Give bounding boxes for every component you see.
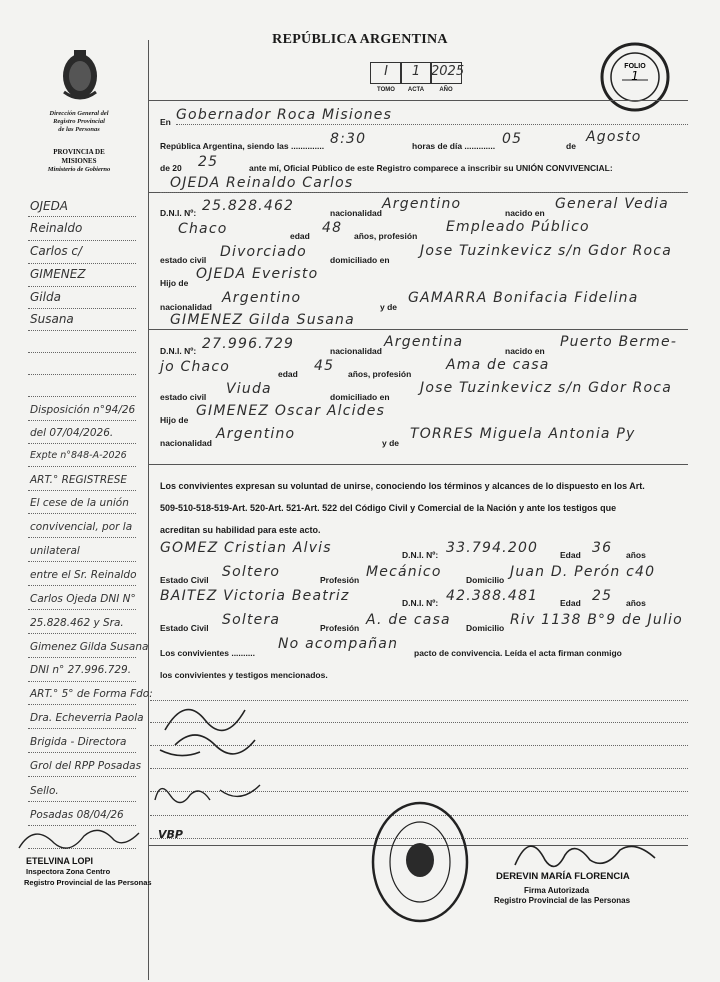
witness1-dni: 33.794.200 bbox=[446, 540, 539, 556]
person2-dni: 27.996.729 bbox=[202, 336, 295, 352]
witness2-marital-status: Soltera bbox=[222, 612, 281, 628]
witness1-marital-status: Soltero bbox=[222, 564, 281, 580]
label-anios-w1: años bbox=[626, 550, 646, 560]
person1-name-line bbox=[160, 192, 688, 193]
margin-line-9 bbox=[28, 420, 136, 421]
margin-line-4 bbox=[28, 308, 136, 309]
margin-note-14: Carlos Ojeda DNI N° bbox=[30, 593, 136, 605]
label-anios-w2: años bbox=[626, 598, 646, 608]
person1-address: Jose Tuzinkevicz s/n Gdor Roca bbox=[420, 243, 672, 259]
label-profesion-2: años, profesión bbox=[348, 369, 412, 379]
margin-stamp-initials: VBP bbox=[158, 828, 183, 841]
anio-box bbox=[430, 62, 465, 93]
person2-nationality: Argentina bbox=[384, 334, 464, 350]
margin-note-0: OJEDA bbox=[30, 199, 69, 213]
label-estado-civil-1: estado civil bbox=[160, 255, 207, 265]
label-domicilio-2: domiciliado en bbox=[330, 392, 390, 402]
label-domicilio-w1: Domicilio bbox=[466, 575, 505, 585]
signature-convivientes bbox=[155, 690, 265, 775]
officer-office: Registro Provincial de las Personas bbox=[494, 896, 631, 905]
folio-stamp bbox=[600, 42, 670, 112]
margin-note-8: Expte n°848-A-2026 bbox=[30, 450, 127, 461]
margin-line-25 bbox=[28, 801, 136, 802]
label-domicilio-1: domiciliado en bbox=[330, 255, 390, 265]
anio-value: 2025 bbox=[431, 64, 465, 79]
location-line bbox=[176, 124, 688, 125]
month-value: Agosto bbox=[586, 129, 642, 145]
label-profesion-1: años, profesión bbox=[354, 231, 418, 241]
margin-note-22: Sello. bbox=[30, 785, 59, 797]
person1-full-name: OJEDA Reinaldo Carlos bbox=[170, 175, 354, 191]
pact-value: No acompañan bbox=[278, 636, 399, 652]
label-los-convivientes: Los convivientes .......... bbox=[160, 648, 255, 658]
margin-signer-office: Registro Provincial de las Personas bbox=[24, 878, 152, 887]
margin-line-23 bbox=[28, 752, 136, 753]
margin-note-13: entre el Sr. Reinaldo bbox=[30, 569, 137, 581]
label-dni-1: D.N.I. Nº: bbox=[160, 208, 197, 218]
margin-line-20 bbox=[28, 681, 136, 682]
label-edad-2: edad bbox=[278, 369, 298, 379]
margin-note-10: El cese de la unión bbox=[30, 497, 129, 509]
declaration-line-1: Los convivientes expresan su voluntad de unirse, conociendo los términos y alcances de lo dispuesto en los Art. bbox=[160, 481, 645, 491]
margin-line-16 bbox=[28, 585, 136, 586]
witness1-address: Juan D. Perón c40 bbox=[510, 564, 656, 580]
witness2-address: Riv 1138 B°9 de Julio bbox=[510, 612, 683, 628]
label-profesion-w1: Profesión bbox=[320, 575, 360, 585]
margin-line-8 bbox=[28, 396, 136, 397]
witness2-dni: 42.388.481 bbox=[446, 588, 539, 604]
margin-line-1 bbox=[28, 240, 136, 241]
label-estado-civil-w1: Estado Civil bbox=[160, 575, 209, 585]
delegation-seal bbox=[370, 800, 470, 924]
margin-note-23: Posadas 08/04/26 bbox=[30, 809, 124, 821]
label-y-de-2: y de bbox=[382, 438, 400, 448]
margin-note-12: unilateral bbox=[30, 545, 80, 557]
margin-line-7 bbox=[28, 374, 136, 375]
label-intro-3: ante mí, Oficial Público de este Registro comparece a inscribir su UNIÓN CONVIVENCIAL: bbox=[249, 163, 613, 173]
person1-age: 48 bbox=[322, 220, 343, 236]
margin-line-17 bbox=[28, 609, 136, 610]
time-value: 8:30 bbox=[330, 131, 367, 147]
signature-witness bbox=[150, 775, 270, 820]
label-estado-civil-w2: Estado Civil bbox=[160, 623, 209, 633]
acta-value: 1 bbox=[411, 64, 421, 79]
margin-note-9: ART.° REGISTRESE bbox=[30, 474, 128, 486]
folio-label: FOLIO bbox=[624, 63, 646, 70]
tomo-box bbox=[370, 62, 402, 93]
margin-line-15 bbox=[28, 561, 136, 562]
label-edad-w1: Edad bbox=[560, 550, 581, 560]
person2-marital-status: Viuda bbox=[226, 381, 272, 397]
officer-title: Firma Autorizada bbox=[524, 886, 590, 895]
person1-father-nationality: Argentino bbox=[222, 290, 302, 306]
label-y-de-1: y de bbox=[380, 302, 398, 312]
tomo-label: TOMO bbox=[377, 87, 395, 93]
person2-birthplace-2: jo Chaco bbox=[160, 359, 230, 375]
margin-note-7: del 07/04/2026. bbox=[30, 427, 114, 439]
anio-label: AÑO bbox=[439, 87, 453, 93]
label-nacionalidad-2: nacionalidad bbox=[330, 346, 382, 356]
margin-line-22 bbox=[28, 728, 136, 729]
rule-3 bbox=[148, 464, 688, 465]
margin-line-2 bbox=[28, 263, 136, 264]
label-nacido-en-1: nacido en bbox=[505, 208, 545, 218]
margin-line-0 bbox=[28, 216, 136, 217]
institution-line-2: Registro Provincial bbox=[53, 118, 105, 125]
margin-line-12 bbox=[28, 490, 136, 491]
declaration-line-2: 509-510-518-519-Art. 520-Art. 521-Art. 522 del Código Civil y Comercial de la Nación y ante los testigos que bbox=[160, 503, 617, 513]
margin-note-20: Brigida - Directora bbox=[30, 736, 127, 748]
label-en: En bbox=[160, 117, 171, 127]
document-title: REPÚBLICA ARGENTINA bbox=[272, 32, 448, 47]
top-rule bbox=[148, 100, 688, 101]
province-line-2: MISIONES bbox=[61, 156, 97, 165]
margin-note-3: GIMENEZ bbox=[30, 267, 86, 281]
margin-line-6 bbox=[28, 352, 136, 353]
label-nacionalidad-father-1: nacionalidad bbox=[160, 302, 212, 312]
main-column-border bbox=[148, 40, 149, 980]
tomo-value: I bbox=[384, 64, 388, 79]
margin-signer-name: ETELVINA LOPI bbox=[26, 856, 94, 866]
label-nacionalidad-father-2: nacionalidad bbox=[160, 438, 212, 448]
label-estado-civil-2: estado civil bbox=[160, 392, 207, 402]
label-nacionalidad-1: nacionalidad bbox=[330, 208, 382, 218]
institution-line-3: de las Personas bbox=[58, 126, 100, 133]
person2-address: Jose Tuzinkevicz s/n Gdor Roca bbox=[420, 380, 672, 396]
label-intro-2: horas de día ............. bbox=[412, 141, 496, 151]
margin-line-24 bbox=[28, 776, 136, 777]
officer-name: DEREVIN MARÍA FLORENCIA bbox=[496, 871, 630, 882]
margin-note-4: Gilda bbox=[30, 290, 61, 304]
label-domicilio-w2: Domicilio bbox=[466, 623, 505, 633]
label-intro-1: República Argentina, siendo las .............. bbox=[160, 141, 325, 151]
label-edad-w2: Edad bbox=[560, 598, 581, 608]
margin-signer-title: Inspectora Zona Centro bbox=[26, 867, 111, 876]
province-line-1: PROVINCIA DE bbox=[53, 148, 105, 156]
margin-note-2: Carlos c/ bbox=[30, 244, 83, 258]
folio-number: 1 bbox=[631, 69, 639, 83]
label-edad-1: edad bbox=[290, 231, 310, 241]
margin-note-18: ART.° 5° de Forma Fdo: bbox=[30, 688, 153, 700]
witness1-age: 36 bbox=[592, 540, 613, 556]
margin-note-1: Reinaldo bbox=[30, 221, 83, 235]
margin-note-21: Grol del RPP Posadas bbox=[30, 760, 142, 772]
ministry-name: Ministerio de Gobierno bbox=[47, 166, 111, 173]
margin-note-6: Disposición n°94/26 bbox=[30, 404, 136, 416]
person1-birthplace-2: Chaco bbox=[178, 221, 228, 237]
rule-2 bbox=[148, 329, 688, 330]
acta-label: ACTA bbox=[407, 87, 425, 93]
person1-birthplace-1: General Vedia bbox=[555, 196, 669, 212]
margin-line-3 bbox=[28, 286, 136, 287]
margin-line-11 bbox=[28, 466, 136, 467]
person1-profession: Empleado Público bbox=[446, 219, 590, 235]
margin-column bbox=[0, 0, 153, 982]
acta-box bbox=[400, 62, 432, 93]
label-dni-w2: D.N.I. Nº: bbox=[402, 598, 439, 608]
margin-line-14 bbox=[28, 537, 136, 538]
label-pacto: pacto de convivencia. Leída el acta firman conmigo bbox=[414, 648, 622, 658]
witness2-age: 25 bbox=[592, 588, 613, 604]
witness2-profession: A. de casa bbox=[366, 612, 451, 628]
person2-profession: Ama de casa bbox=[446, 357, 550, 373]
margin-note-17: DNI n° 27.996.729. bbox=[30, 664, 132, 676]
location-value: Gobernador Roca Misiones bbox=[176, 107, 393, 123]
margin-note-5: Susana bbox=[30, 312, 74, 326]
witness2-name: BAITEZ Victoria Beatriz bbox=[160, 588, 350, 604]
witness1-name: GOMEZ Cristian Alvis bbox=[160, 540, 332, 556]
person2-father-nationality: Argentino bbox=[216, 426, 296, 442]
margin-line-13 bbox=[28, 513, 136, 514]
label-hijo-de-1: Hijo de bbox=[160, 278, 189, 288]
margin-note-11: convivencial, por la bbox=[30, 521, 133, 533]
year-value: 25 bbox=[198, 154, 219, 170]
label-nacido-en-2: nacido en bbox=[505, 346, 545, 356]
label-hijo-de-2: Hijo de bbox=[160, 415, 189, 425]
person2-mother: TORRES Miguela Antonia Py bbox=[410, 426, 636, 442]
margin-note-19: Dra. Echeverria Paola bbox=[30, 712, 144, 724]
person1-mother-2: GIMENEZ Gilda Susana bbox=[170, 312, 355, 328]
person1-mother: GAMARRA Bonifacia Fidelina bbox=[408, 290, 639, 306]
margin-line-19 bbox=[28, 657, 136, 658]
person1-nationality: Argentino bbox=[382, 196, 462, 212]
margin-line-18 bbox=[28, 633, 136, 634]
label-dni-w1: D.N.I. Nº: bbox=[402, 550, 439, 560]
label-de-month: de bbox=[566, 141, 576, 151]
witness1-profession: Mecánico bbox=[366, 564, 442, 580]
margin-note-15: 25.828.462 y Sra. bbox=[30, 617, 124, 629]
margin-line-21 bbox=[28, 704, 136, 705]
label-de-20: de 20 bbox=[160, 163, 182, 173]
day-value: 05 bbox=[502, 131, 523, 147]
person1-father: OJEDA Everisto bbox=[196, 266, 319, 282]
margin-note-16: Gimenez Gilda Susana bbox=[30, 641, 149, 653]
closing-text: los convivientes y testigos mencionados. bbox=[160, 670, 328, 680]
person2-birthplace-1: Puerto Berme- bbox=[560, 334, 678, 350]
declaration-line-3: acreditan su habilidad para este acto. bbox=[160, 525, 321, 535]
person2-age: 45 bbox=[314, 358, 335, 374]
institution-line-1: Dirección General del bbox=[49, 110, 109, 117]
label-profesion-w2: Profesión bbox=[320, 623, 360, 633]
margin-line-10 bbox=[28, 443, 136, 444]
margin-line-5 bbox=[28, 330, 136, 331]
person2-father: GIMENEZ Oscar Alcides bbox=[196, 403, 386, 419]
person1-marital-status: Divorciado bbox=[220, 244, 307, 260]
label-dni-2: D.N.I. Nº: bbox=[160, 346, 197, 356]
person1-dni: 25.828.462 bbox=[202, 198, 295, 214]
